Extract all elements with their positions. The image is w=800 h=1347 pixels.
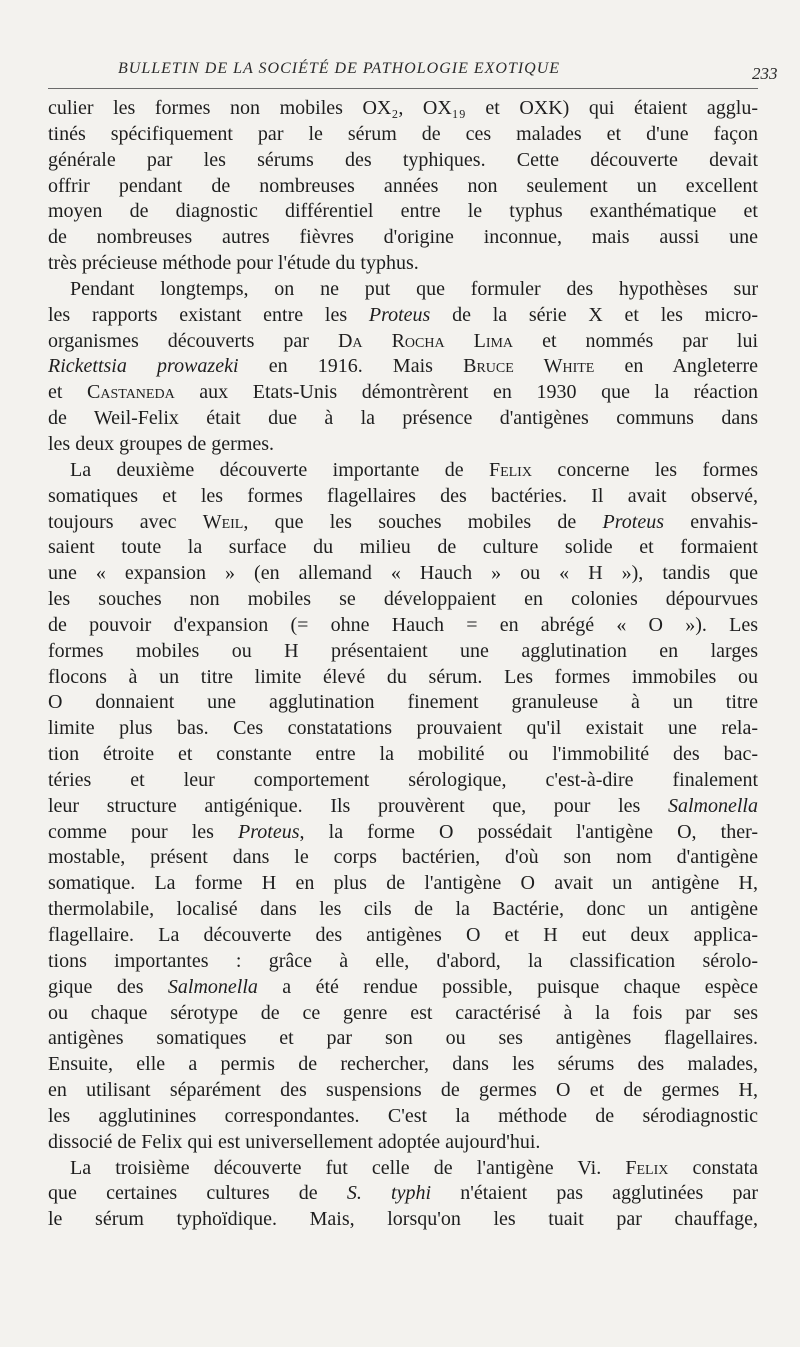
- header-rule: [48, 88, 758, 89]
- text-line: les souches non mobiles se développaient en colonies dépourvues: [48, 588, 758, 611]
- text-line: offrir pendant de nombreuses années non seulement un excellent: [48, 174, 758, 197]
- text-line: tinés spécifiquement par le sérum de ces malades et d'une façon: [48, 122, 758, 145]
- text-line: flagellaire. La découverte des antigènes O et H eut deux applica-: [48, 924, 758, 946]
- text-line: moyen de diagnostic différentiel entre le typhus exanthématique et: [48, 200, 758, 223]
- text-line: saient toute la surface du milieu de culture solide et formaient: [48, 536, 758, 559]
- text-line: thermolabile, localisé dans les cils de la Bactérie, donc un antigène: [48, 898, 758, 921]
- text-line: formes mobiles ou H présentaient une agglutination en larges: [48, 639, 758, 662]
- text-line: le sérum typhoïdique. Mais, lorsqu'on les tuait par chauffage,: [48, 1208, 758, 1231]
- text-line: très précieuse méthode pour l'étude du typhus.: [48, 252, 419, 275]
- text-line: mostable, présent dans le corps bactérien, d'où son nom d'antigène: [48, 846, 758, 869]
- text-line: de Weil-Felix était due à la présence d'antigènes communs dans: [48, 407, 758, 430]
- text-line: que certaines cultures de S. typhi n'étaient pas agglutinées par: [48, 1182, 758, 1205]
- text-line: et Castaneda aux Etats-Unis démontrèrent en 1930 que la réaction: [48, 381, 758, 404]
- text-line: une « expansion » (en allemand « Hauch » ou « H »), tandis que: [48, 562, 758, 585]
- text-line: dissocié de Felix qui est universellement adoptée aujourd'hui.: [48, 1130, 541, 1153]
- text-line: les deux groupes de germes.: [48, 432, 275, 455]
- text-line: somatiques et les formes flagellaires des bactéries. Il avait observé,: [48, 484, 758, 507]
- text-line: les agglutinines correspondantes. C'est la méthode de sérodiagnostic: [48, 1104, 758, 1127]
- text-line: leur structure antigénique. Ils prouvèrent que, pour les Salmonella: [48, 794, 758, 817]
- text-line: Rickettsia prowazeki en 1916. Mais Bruce White en Angleterre: [48, 355, 758, 378]
- text-line: Ensuite, elle a permis de rechercher, dans les sérums des malades,: [48, 1053, 758, 1076]
- text-line: La troisième découverte fut celle de l'antigène Vi. Felix constata: [70, 1156, 759, 1179]
- running-title: BULLETIN DE LA SOCIÉTÉ DE PATHOLOGIE EXOTIQUE: [118, 60, 561, 77]
- text-line: de pouvoir d'expansion (= ohne Hauch = en abrégé « O »). Les: [48, 613, 758, 636]
- text-line: culier les formes non mobiles OX₂, OX₁₉ et OXK) qui étaient agglu-: [48, 97, 758, 119]
- text-line: ou chaque sérotype de ce genre est caractérisé à la fois par ses: [48, 1001, 758, 1024]
- text-line: organismes découverts par Da Rocha Lima et nommés par lui: [48, 329, 759, 352]
- page-number: 233: [752, 64, 778, 83]
- text-line: O donnaient une agglutination finement granuleuse à un titre: [48, 691, 758, 714]
- text-line: téries et leur comportement sérologique, c'est-à-dire finalement: [48, 768, 758, 791]
- text-line: tion étroite et constante entre la mobilité ou l'immobilité des bac-: [48, 743, 758, 766]
- text-line: Pendant longtemps, on ne put que formuler des hypothèses sur: [70, 277, 758, 300]
- text-line: flocons à un titre limite élevé du sérum. Les formes immobiles ou: [48, 665, 758, 688]
- text-line: comme pour les Proteus, la forme O possédait l'antigène O, ther-: [48, 820, 758, 843]
- text-line: toujours avec Weil, que les souches mobiles de Proteus envahis-: [48, 510, 759, 533]
- text-line: gique des Salmonella a été rendue possible, puisque chaque espèce: [48, 975, 759, 998]
- body-text: [48, 96, 758, 1233]
- text-line: antigènes somatiques et par son ou ses antigènes flagellaires.: [48, 1027, 758, 1050]
- text-line: somatique. La forme H en plus de l'antigène O avait un antigène H,: [48, 872, 758, 895]
- text-line: La deuxième découverte importante de Felix concerne les formes: [70, 458, 758, 481]
- text-line: limite plus bas. Ces constatations prouvaient qu'il existait une rela-: [48, 717, 758, 740]
- text-line: les rapports existant entre les Proteus de la série X et les micro-: [48, 303, 758, 326]
- text-line: tions importantes : grâce à elle, d'abord, la classification sérolo-: [48, 949, 758, 972]
- text-line: en utilisant séparément des suspensions de germes O et de germes H,: [48, 1079, 758, 1102]
- text-line: de nombreuses autres fièvres d'origine inconnue, mais aussi une: [48, 226, 758, 249]
- text-line: générale par les sérums des typhiques. Cette découverte devait: [48, 148, 758, 171]
